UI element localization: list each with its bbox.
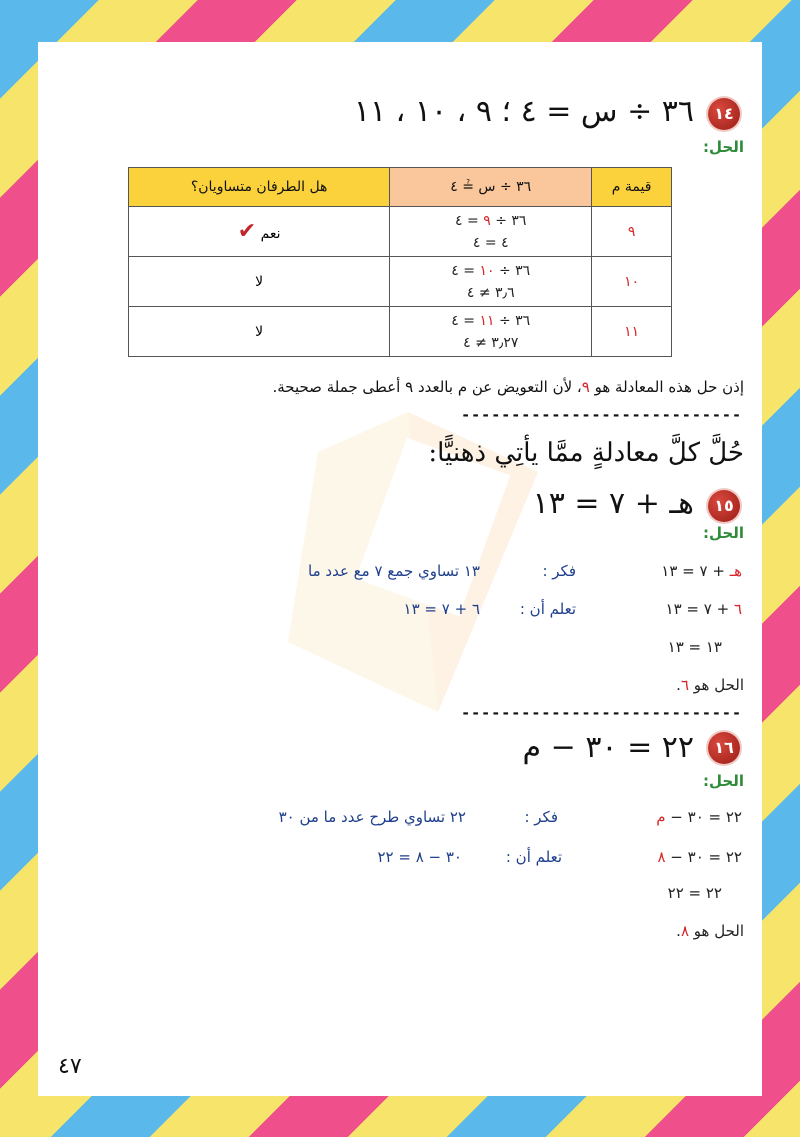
table-row — [129, 257, 672, 307]
question-15-number-badge: ١٥ — [708, 490, 740, 522]
table-cell-expression: ٣٦ ÷ ١٠ = ٤ ٣٫٦ ≠ ٤ — [390, 257, 592, 307]
question-15-solution-label: الحل: — [703, 524, 744, 542]
question-16-solution-label: الحل: — [703, 772, 744, 790]
question-15-answer: الحل هو ٦. — [676, 676, 744, 694]
question-14-number-badge: ١٤ — [708, 98, 740, 130]
table-cell-expression: ٣٦ ÷ ٩ = ٤ ٤ = ٤ — [390, 207, 592, 257]
section-divider: ---------------------------- — [461, 406, 742, 424]
question-16-number-badge: ١٦ — [708, 732, 740, 764]
table-cell-value: ١١ — [592, 307, 672, 357]
question-15-think-label: فكر : — [542, 562, 576, 580]
substitution-table — [128, 167, 672, 357]
table-header-expression: ٣٦ ÷ س ≟ ٤ — [390, 168, 592, 207]
question-15-know-text: ٦ + ٧ = ١٣ — [403, 600, 480, 618]
question-16-know-text: ٣٠ − ٨ = ٢٢ — [377, 848, 462, 866]
answer-yes: نعم — [260, 226, 281, 242]
question-16-step-3: ٢٢ = ٢٢ — [667, 884, 722, 902]
question-16-think-label: فكر : — [524, 808, 558, 826]
table-cell-expression: ٣٦ ÷ ١١ = ٤ ٣٫٢٧ ≠ ٤ — [390, 307, 592, 357]
question-15-step-1: هـ + ٧ = ١٣ — [661, 562, 742, 580]
table-cell-answer: لا — [129, 257, 390, 307]
question-15-equation: هـ + ٧ = ١٣ — [532, 486, 694, 521]
check-mark-icon: ✔ — [237, 219, 257, 244]
question-16-step-2: ٢٢ = ٣٠ − ٨ — [657, 848, 742, 866]
table-cell-answer — [129, 207, 390, 257]
table-header-equal: هل الطرفان متساويان؟ — [129, 168, 390, 207]
section-divider: ---------------------------- — [461, 704, 742, 722]
question-16-answer: الحل هو ٨. — [676, 922, 744, 940]
table-cell-value: ١٠ — [592, 257, 672, 307]
question-14-solution-label: الحل: — [703, 138, 744, 156]
table-cell-answer: لا — [129, 307, 390, 357]
question-15-step-3: ١٣ = ١٣ — [667, 638, 722, 656]
question-14-equation: ٣٦ ÷ س = ٤ ؛ ٩ ، ١٠ ، ١١ — [353, 94, 694, 129]
table-cell-value: ٩ — [592, 207, 672, 257]
question-16-step-1: ٢٢ = ٣٠ − م — [656, 808, 742, 826]
table-row — [129, 307, 672, 357]
mental-math-heading: حُلَّ كلَّ معادلةٍ ممَّا يأتِي ذهنيًّا: — [428, 438, 744, 468]
table-row — [129, 207, 672, 257]
page-number: ٤٧ — [58, 1054, 82, 1079]
question-16-equation: ٢٢ = ٣٠ − م — [522, 730, 694, 765]
question-14-conclusion: إذن حل هذه المعادلة هو ٩، لأن التعويض عن م بالعدد ٩ أعطى جملة صحيحة. — [272, 378, 744, 396]
question-15-step-2: ٦ + ٧ = ١٣ — [665, 600, 742, 618]
question-15-think-text: ١٣ تساوي جمع ٧ مع عدد ما — [308, 562, 480, 580]
question-16-know-label: تعلم أن : — [505, 848, 562, 866]
table-header-value: قيمة م — [592, 168, 672, 207]
question-16-think-text: ٢٢ تساوي طرح عدد ما من ٣٠ — [278, 808, 466, 826]
question-15-know-label: تعلم أن : — [519, 600, 576, 618]
page-sheet — [38, 42, 762, 1096]
